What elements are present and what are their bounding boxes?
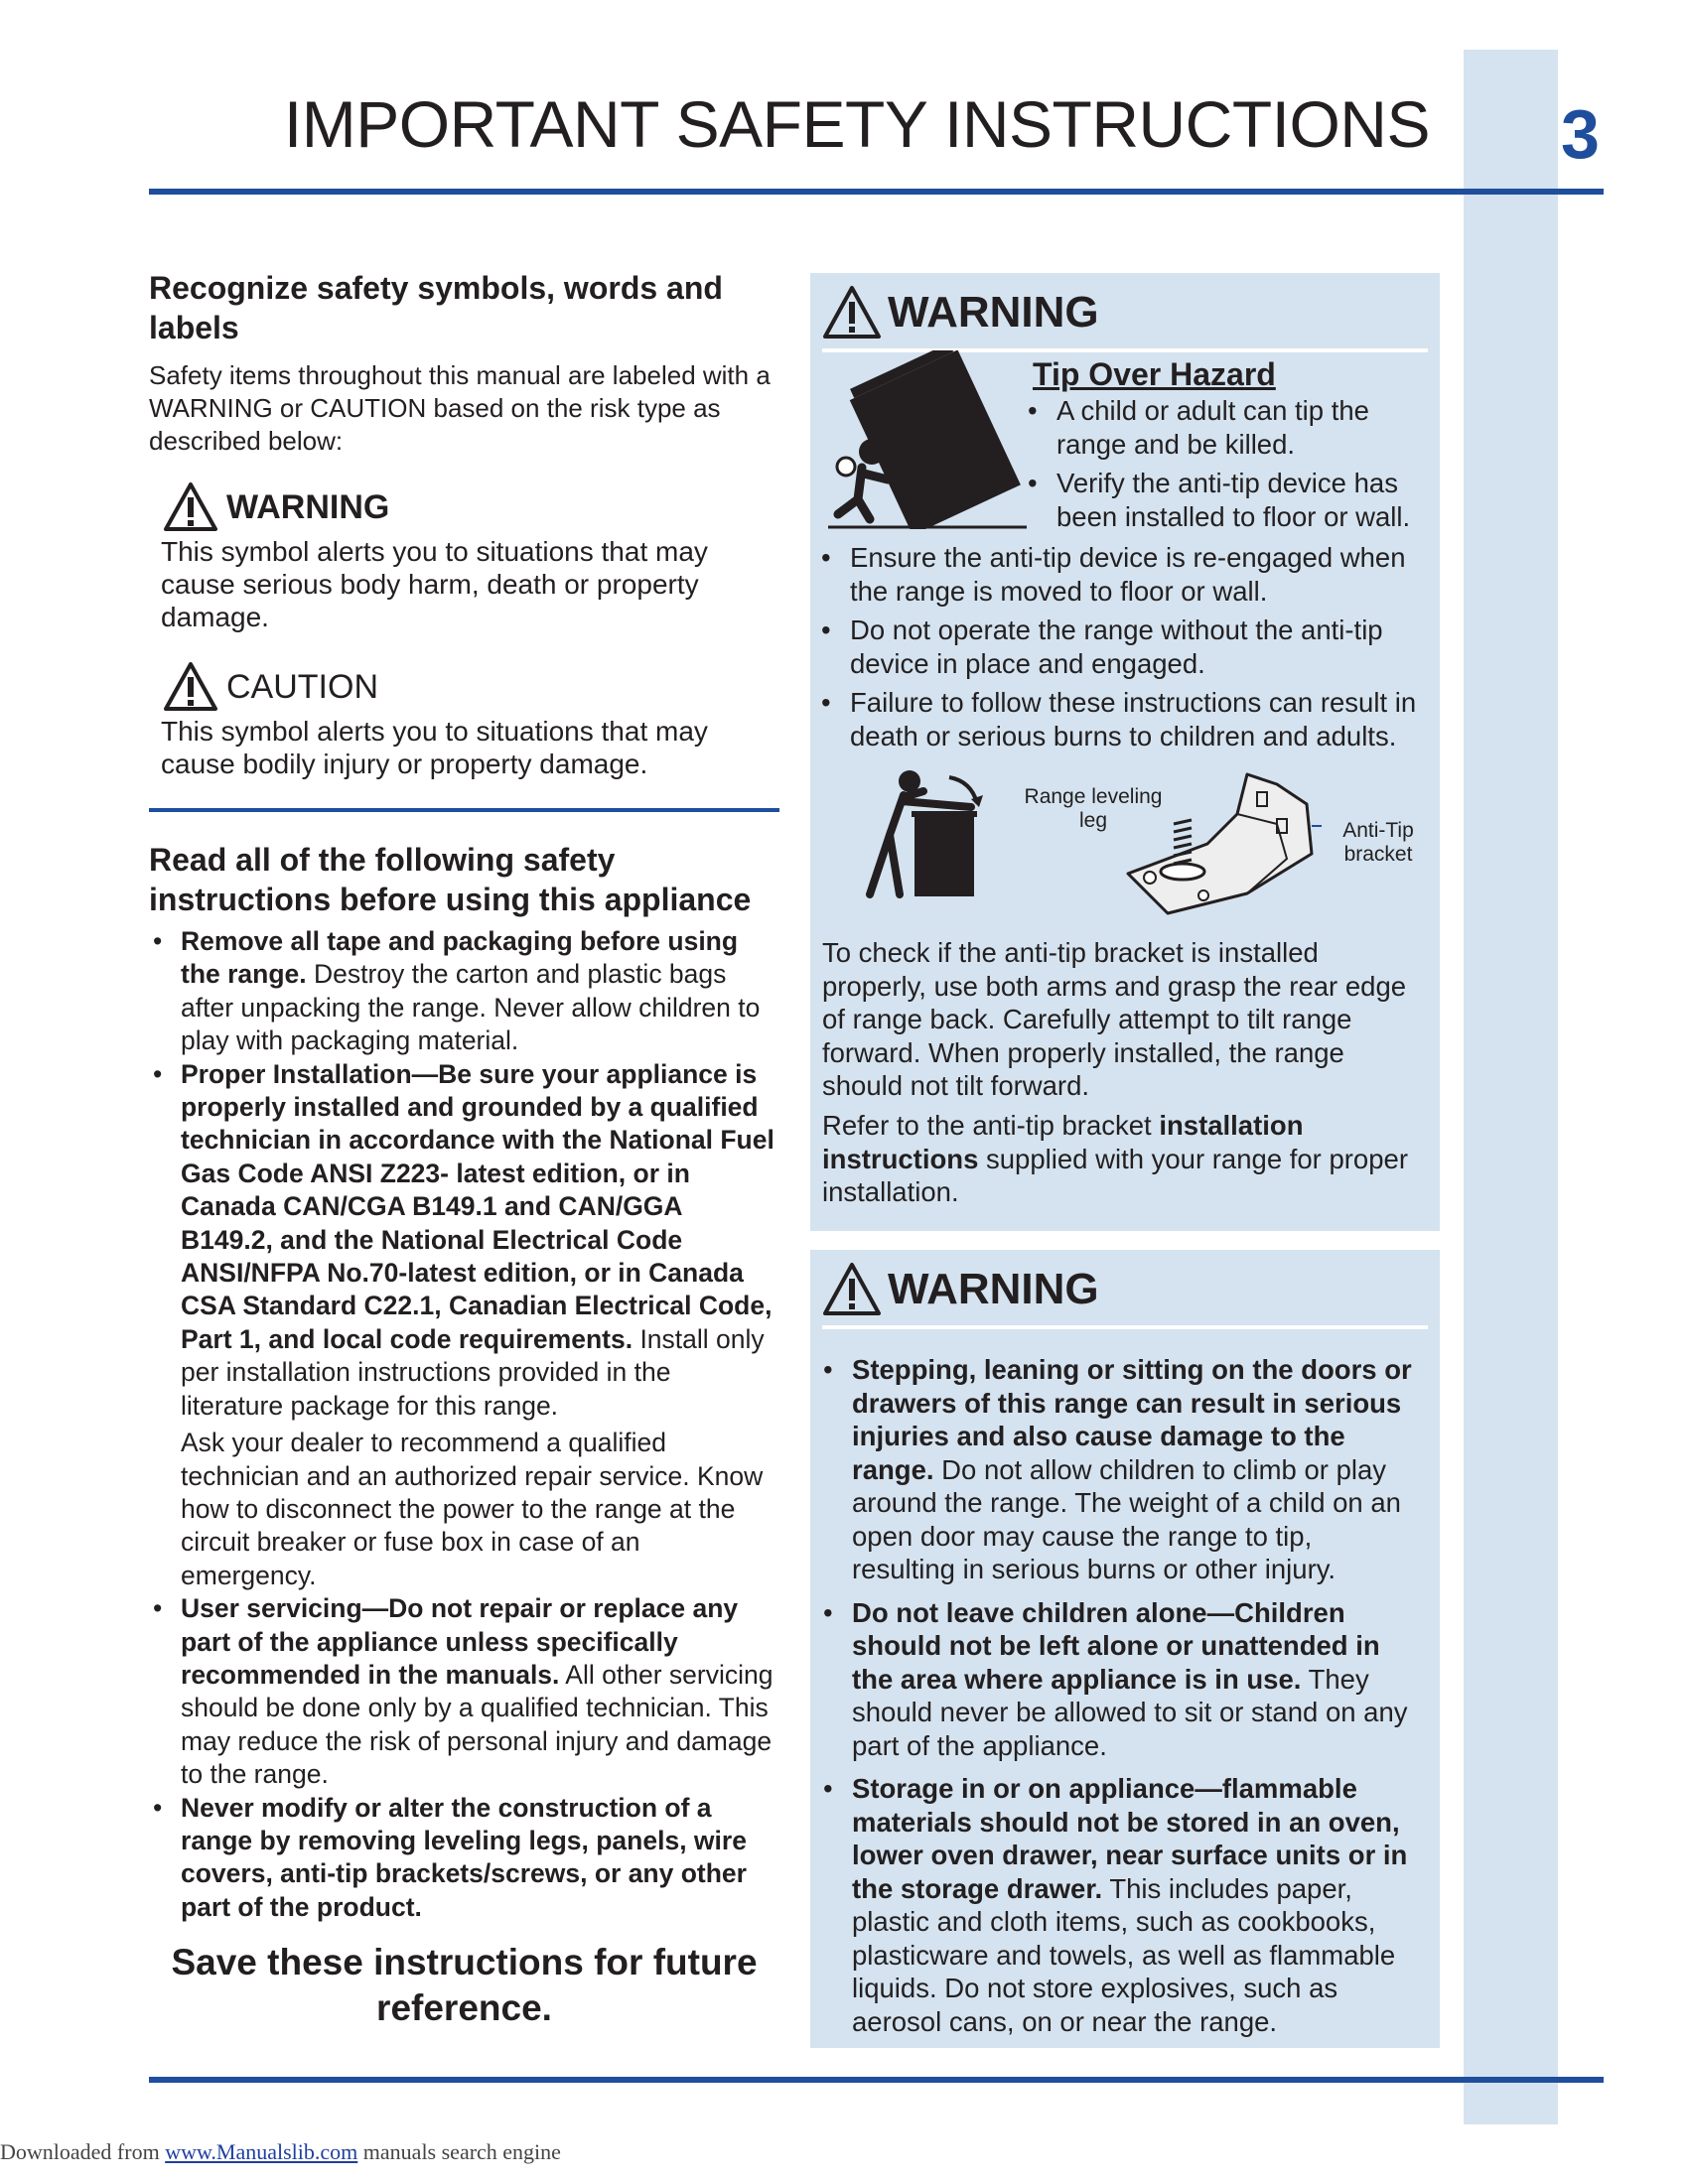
list-item: • Ensure the anti-tip device is re-engaged when the range is moved to floor or wall. bbox=[818, 541, 1429, 608]
list-item: • Verify the anti-tip device has been installed to floor or wall. bbox=[1025, 467, 1432, 533]
grasp-range-pictogram bbox=[860, 769, 999, 898]
tip-top-list bbox=[1025, 394, 1432, 533]
recognize-intro: Safety items throughout this manual are labeled with a WARNING or CAUTION based on the risk type as described below: bbox=[149, 360, 771, 456]
warning-triangle-icon bbox=[822, 285, 882, 341]
title-rule bbox=[149, 189, 1604, 195]
list-item: • Never modify or alter the construction of a range by removing leveling legs, panels, wire covers, anti-tip brackets/screws, or any other part of the product. bbox=[149, 1792, 779, 1925]
manualslib-link[interactable]: www.Manualslib.com bbox=[165, 2139, 358, 2164]
warning-heading: WARNING bbox=[822, 285, 1440, 341]
warning-triangle-icon bbox=[822, 1262, 882, 1317]
list-item: • Do not leave children alone—Children should not be left alone or unattended in the area where appliance is in use. They should never be allowed to sit or stand on any part of the appliance. bbox=[820, 1596, 1421, 1763]
download-footer: Downloaded from www.Manualslib.com manuals search engine bbox=[0, 2139, 561, 2164]
leveling-leg-label: Range leveling leg bbox=[1024, 785, 1163, 832]
caution-symbol-row bbox=[163, 661, 779, 713]
anti-tip-label: Anti-Tip bracket bbox=[1342, 819, 1414, 866]
page-title: IMPORTANT SAFETY INSTRUCTIONS bbox=[283, 87, 1430, 161]
list-item: • Storage in or on appliance—flammable materials should not be stored in an oven, lower oven drawer, near surface units or in the storage drawer. This includes paper, plastic and cloth items, such as cookbooks, plasticware and towels, as well as flammable liquids. Do not store explosives, such as aerosol cans, on or near the range. bbox=[820, 1772, 1421, 2038]
read-heading: Read all of the following safety instructions before using this appliance bbox=[149, 842, 752, 917]
heading-rule bbox=[822, 1325, 1428, 1329]
warning-description: This symbol alerts you to situations that may cause serious body harm, death or property damage. bbox=[161, 536, 708, 632]
warning-list bbox=[820, 1353, 1421, 2038]
page-number: 3 bbox=[1561, 95, 1600, 173]
refer-text: Refer to the anti-tip bracket installation instructions supplied with your range for proper installation. bbox=[822, 1110, 1408, 1207]
list-item: • User servicing—Do not repair or replace any part of the appliance unless specifically recommended in the manuals. All other servicing should be done only by a qualified technician. This may reduce the risk of personal injury and damage to the range. bbox=[149, 1592, 779, 1791]
section-divider bbox=[149, 808, 779, 812]
check-text: To check if the anti-tip bracket is installed properly, use both arms and grasp the rear edge of range back. Carefully attempt to tilt range forward. When properly installed, the range should not tilt forward. bbox=[822, 937, 1407, 1101]
caution-description: This symbol alerts you to situations that may cause bodily injury or property damage. bbox=[161, 716, 708, 779]
list-item: • Proper Installation—Be sure your appliance is properly installed and grounded by a qualified technician in accordance with the National Fuel Gas Code ANSI Z223- latest edition, or in Canada CAN/CGA B149.1 and CAN/GGA B149.2, and the National Electrical Code ANSI/NFPA No.70-latest edition, or in Canada CSA Standard C22.1, Canadian Electrical Code, Part 1, and local code requirements. Install only per installation instructions provided in the literature package for this range. bbox=[149, 1058, 779, 1423]
warning-heading: WARNING bbox=[822, 1262, 1440, 1317]
list-item: • A child or adult can tip the range and be killed. bbox=[1025, 394, 1432, 461]
general-warning-box bbox=[810, 1250, 1440, 2048]
caution-triangle-icon bbox=[163, 661, 218, 713]
tip-over-warning-box bbox=[810, 273, 1440, 1231]
warning-triangle-icon bbox=[163, 481, 218, 533]
list-item: • Do not operate the range without the anti-tip device in place and engaged. bbox=[818, 614, 1429, 680]
list-item: • Remove all tape and packaging before using the range. Destroy the carton and plastic bags after unpacking the range. Never allow children to play with packaging material. bbox=[149, 925, 779, 1058]
safety-list-continued bbox=[149, 1592, 779, 1924]
tip-bullets bbox=[818, 541, 1429, 752]
caution-label: CAUTION bbox=[226, 667, 378, 706]
warning-symbol-row bbox=[163, 481, 779, 533]
dealer-note: Ask your dealer to recommend a qualified technician and an authorized repair service. Know how to disconnect the power to the range at the circuit breaker or fuse box in case of an emergency. bbox=[181, 1428, 764, 1590]
safety-list bbox=[149, 925, 779, 1423]
list-item: • Stepping, leaning or sitting on the doors or drawers of this range can result in serious injuries and also cause damage to the range. Do not allow children to climb or play around the range. The weight of a child on an open door may cause the range to tip, resulting in serious burns or other injury. bbox=[820, 1353, 1421, 1586]
bottom-rule bbox=[149, 2077, 1604, 2083]
save-note: Save these instructions for future reference. bbox=[171, 1942, 758, 2029]
tip-over-pictogram bbox=[818, 350, 1037, 529]
list-item: • Failure to follow these instructions can result in death or serious burns to children and adults. bbox=[818, 686, 1429, 752]
warning-label: WARNING bbox=[226, 487, 390, 526]
left-column bbox=[149, 268, 779, 2031]
recognize-heading: Recognize safety symbols, words and labels bbox=[149, 270, 723, 345]
tip-over-title: Tip Over Hazard bbox=[1033, 356, 1276, 392]
side-tab bbox=[1464, 50, 1558, 2124]
